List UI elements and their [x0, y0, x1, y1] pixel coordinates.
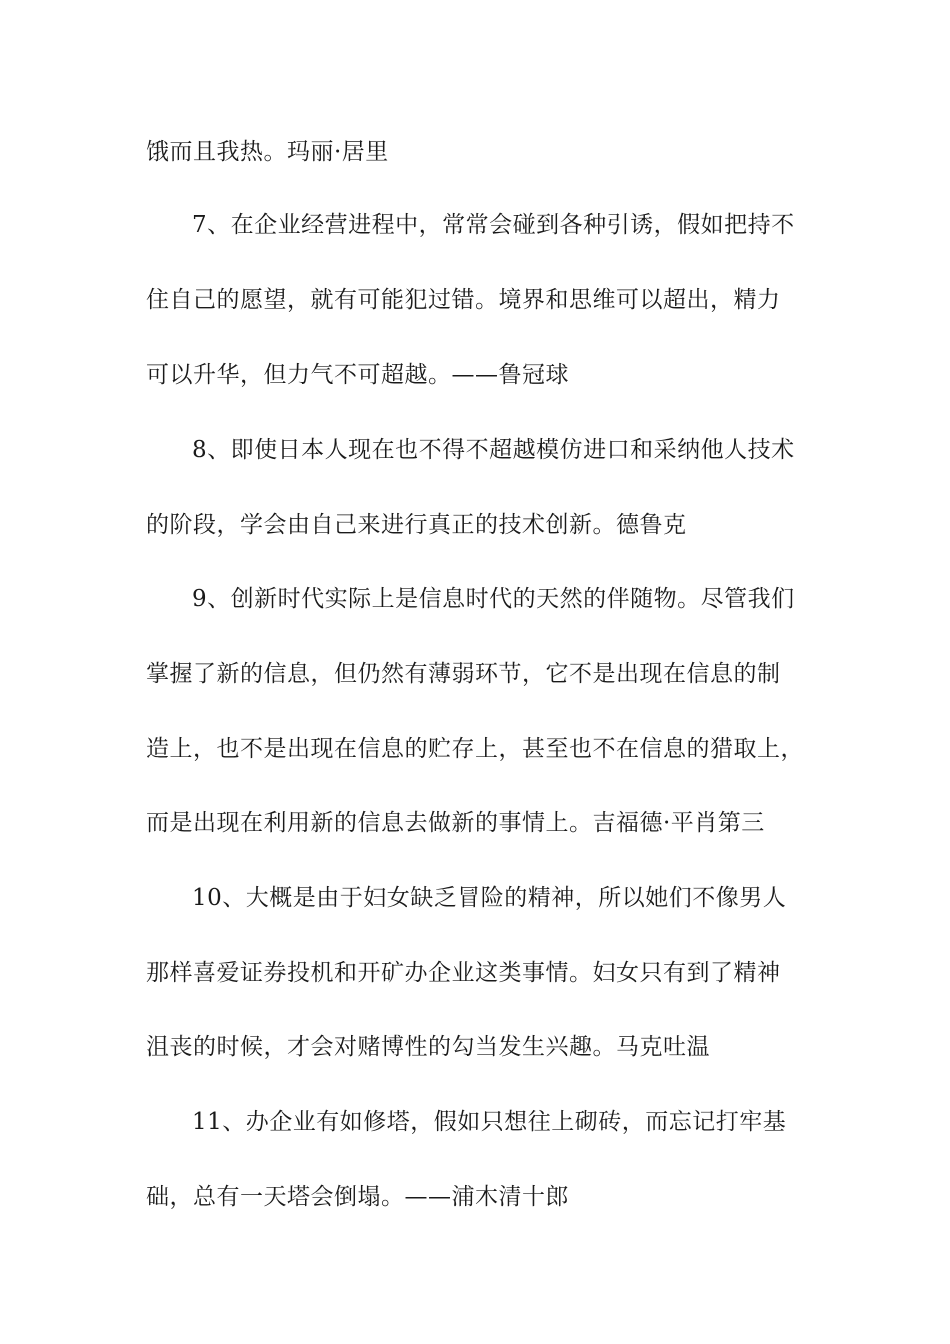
text-line: 沮丧的时候，才会对赌博性的勾当发生兴趣。马克吐温 [146, 1034, 710, 1060]
quote-7-line: 7、在企业经营进程中，常常会碰到各种引诱，假如把持不 [192, 212, 795, 238]
text-line: 的阶段，学会由自己来进行真正的技术创新。德鲁克 [146, 512, 687, 538]
quote-10-line: 10、大概是由于妇女缺乏冒险的精神，所以她们不像男人 [192, 885, 787, 911]
text-line: 那样喜爱证券投机和开矿办企业这类事情。妇女只有到了精神 [146, 960, 781, 986]
text-line: 掌握了新的信息，但仍然有薄弱环节，它不是出现在信息的制 [146, 661, 781, 687]
quote-9-line: 9、创新时代实际上是信息时代的天然的伴随物。尽管我们 [192, 586, 795, 612]
quote-11-line: 11、办企业有如修塔，假如只想往上砌砖，而忘记打牢基 [192, 1109, 787, 1135]
text-line: 造上，也不是出现在信息的贮存上，甚至也不在信息的猎取上， [146, 736, 804, 762]
text-line: 可以升华，但力气不可超越。——鲁冠球 [146, 362, 569, 388]
text-line: 础，总有一天塔会倒塌。——浦木清十郎 [146, 1184, 569, 1210]
quote-8-line: 8、即使日本人现在也不得不超越模仿进口和采纳他人技术 [192, 437, 795, 463]
text-line: 住自己的愿望，就有可能犯过错。境界和思维可以超出，精力 [146, 287, 781, 313]
text-line: 而是出现在利用新的信息去做新的事情上。吉福德·平肖第三 [146, 810, 765, 836]
text-line: 饿而且我热。玛丽·居里 [146, 139, 389, 165]
